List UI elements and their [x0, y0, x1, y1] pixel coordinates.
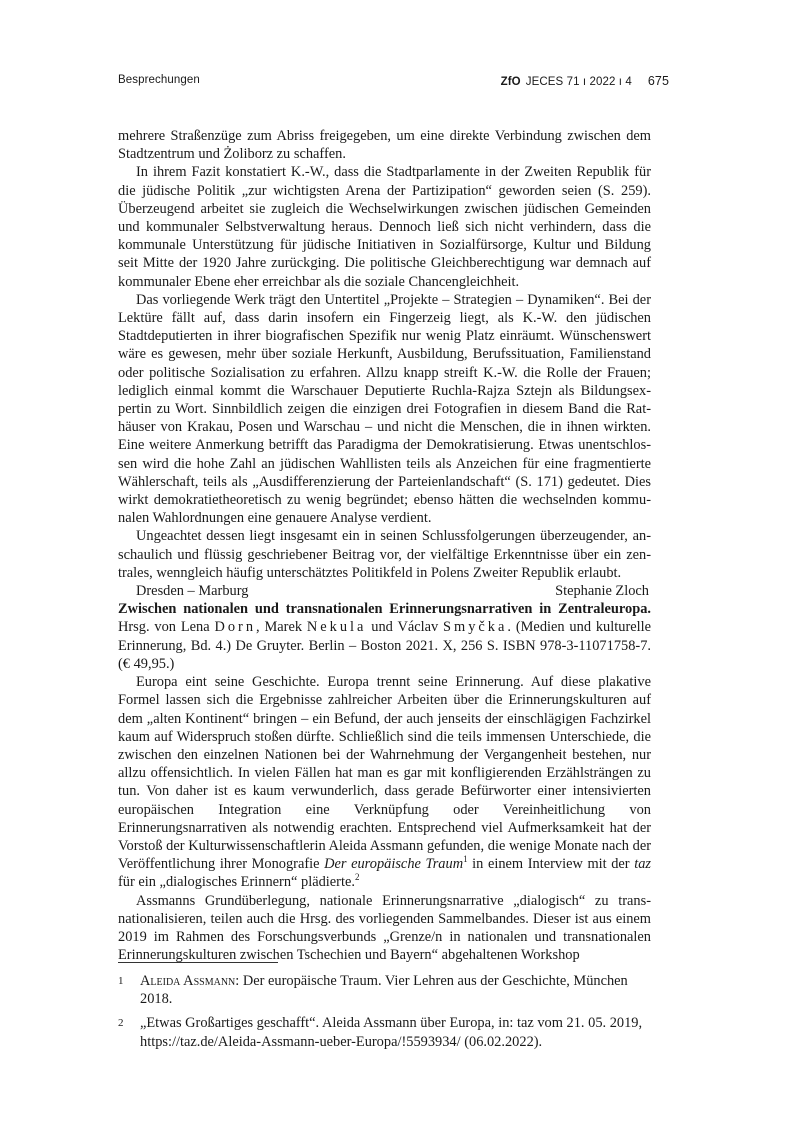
book-title: Zwischen nationalen und transnationalen Erinnerungsnarrativen in Zentraleuropa. [118, 601, 651, 618]
text-run: in einem Interview mit der [467, 856, 635, 873]
signature-place: Dresden – Marburg [136, 583, 249, 600]
text-run: Europa eint seine Geschichte. Europa trennt seine Erinnerung. Auf diese plakative Formel lassen sich die Ergebnisse zahlreicher Arbeiten über die Erinnerungskulturen auf dem „alten Kontinent“ bringen – ein Befund, der auch jenseits der einschlägigen Fachzirkel kaum auf Widerspruch stoßen dürfte. Schließlich sind die teils immensen Unterschiede, die zwischen den einzelnen Nationen bei der Wahrnehmung der Vergangenheit bestehen, nur allzu offensichtlich. In vielen Fällen hat man es gar mit konfligierenden Erzählsträngen zu tun. Von daher ist es kaum verwunderlich, dass gerade Befürworter einer intensivierten europäischen Integration eine Verknüpfung oder Vereinheitlichung von Erinnerungsnarrativen als notwendig erachten. Entsprechend viel Aufmerksamkeit hat der Vorstoß der Kulturwissenschaftlerin Aleida Assmann gefunden, die wenige Monate nach der Veröffentlichung ihrer Monografie [118, 674, 651, 873]
review-signature [118, 582, 651, 600]
main-text [118, 127, 651, 964]
review-heading [118, 600, 651, 673]
editor-name: Dorn [214, 619, 257, 636]
editor-separator: und Václav [366, 619, 444, 636]
text-run: für ein „dialogisches Erinnern“ plädierte. [118, 874, 355, 891]
paragraph: mehrere Straßenzüge zum Abriss freigegeben, um eine direkte Verbindung zwischen dem Stadtzentrum und Żoliborz zu schaffen. [118, 128, 651, 163]
editor-name: Nekula [306, 619, 367, 636]
journal-info [501, 74, 669, 88]
reviewer-name: Stephanie Zloch [555, 583, 649, 600]
editor-prefix: Hrsg. von Lena [118, 619, 215, 636]
footnote-ref[interactable]: 1 [463, 854, 468, 865]
footnote [118, 1014, 651, 1050]
book-title-italic: Der europäische Traum [324, 856, 464, 873]
journal-abbrev: ZfO [500, 76, 521, 88]
running-header [118, 74, 669, 94]
paragraph [118, 673, 651, 891]
footnote [118, 972, 651, 1008]
footnote-number: 1 [118, 975, 124, 987]
footnotes [118, 972, 651, 1057]
editor-separator: , Marek [256, 619, 307, 636]
footnote-text[interactable]: „Etwas Großartiges geschafft“. Aleida Assmann über Europa, in: taz vom 21. 05. 2019, https://taz.de/Aleida-Assmann-ueber-Europa/!5593934/ (06.02.2022). [140, 1015, 643, 1050]
footnote-number: 2 [118, 1017, 124, 1030]
volume-issue: 71 ı 2022 ı 4 [566, 76, 632, 88]
footnote-author: Aleida Assmann [140, 973, 236, 989]
journal-subtitle: JECES [525, 76, 564, 88]
paragraph: Ungeachtet dessen liegt insgesamt ein in seinen Schlussfolgerungen überzeugender, anschaulich und flüssig geschriebener Beitrag vor, der vielfältige Erkenntnisse über ein zentrales, wenngleich häufig unterschätztes Politikfeld in Polens Zweiter Republik erlaubt. [118, 528, 651, 581]
newspaper-name: taz [634, 856, 651, 873]
paragraph: Das vorliegende Werk trägt den Untertitel „Projekte – Strategien – Dynamiken“. Bei der Lektüre fällt auf, dass darin insofern ein Fingerzeig liegt, als K.-W. den jüdischen Stadtdeputierten in ihrer biografischen Spezifik nur wenig Platz einräumt. Wünschenswert wäre es gewesen, mehr über soziale Herkunft, Ausbildung, Berufssituation, Familienstand oder politische Sozialisation zu erfahren. Allzu knapp streift K.-W. die Rolle der Frauen; lediglich einmal kommt die Warschauer Deputierte Ruchla-Rajza Sztejn als Bildungsexpertin zu Wort. Sinnbildlich zeigen die einzigen drei Fotografien in diesem Band die Rathäuser von Krakau, Posen und Warschau – und nicht die Menschen, die in ihnen wirkten. Eine weitere Anmerkung betrifft das Paradigma der Demokratisierung. Etwas unentschlossen wird die hohe Zahl an jüdischen Wahllisten teils als Anzeichen für eine fragmentierte Wählerschaft, teils als „Ausdifferenzierung der Parteienlandschaft“ (S. 171) gedeutet. Dies wirkt demokratietheoretisch zu wenig begründet; ebenso hätten die wechselnden kommunalen Wahlordnungen eine genauere Analyse verdient. [118, 291, 651, 527]
bibliographic-info: . (Medien und kulturelle Erinnerung, Bd. 4.) De Gruyter. Berlin – Boston 2021. X, 256 S. ISBN 978-3-11071758-7. (€ 49,95.) [118, 619, 652, 672]
paragraph: Assmanns Grundüberlegung, nationale Erinnerungsnarrative „dialogisch“ zu transnationalisieren, teilen auch die Hrsg. des vorliegenden Sammelbandes. Dieser ist aus einem 2019 im Rahmen des Forschungsverbunds „Grenze/n in nationalen und transnationalen Erinnerungskulturen zwischen Tschechien und Bayern“ abgehaltenen Workshop [118, 892, 651, 964]
paragraph: In ihrem Fazit konstatiert K.-W., dass die Stadtparlamente in der Zweiten Republik für die jüdische Politik „zur wichtigsten Arena der Partizipation“ geworden seien (S. 259). Überzeugend arbeitet sie zugleich die Wechselwirkungen zwischen jüdischen Gemeinden und kommunaler Selbstverwaltung heraus. Dennoch ließ sich nicht verhindern, dass die kommunale Unterstützung für jüdische Initiativen in Sozialfürsorge, Kultur und Bildung seit Mitte der 1920 Jahre zurückging. Die politische Gleichberechtigung war demnach auf kommunaler Ebene eher erreichbar als die soziale Chancengleichheit. [118, 164, 651, 290]
page-number: 675 [647, 74, 669, 88]
footnote-text: : Der europäische Traum. Vier Lehren aus der Geschichte, München 2018. [140, 973, 628, 1008]
section-title: Besprechungen [118, 74, 200, 86]
editor-name: Smyčka [443, 619, 508, 636]
footnote-divider [118, 962, 278, 963]
footnote-ref[interactable]: 2 [354, 872, 360, 883]
